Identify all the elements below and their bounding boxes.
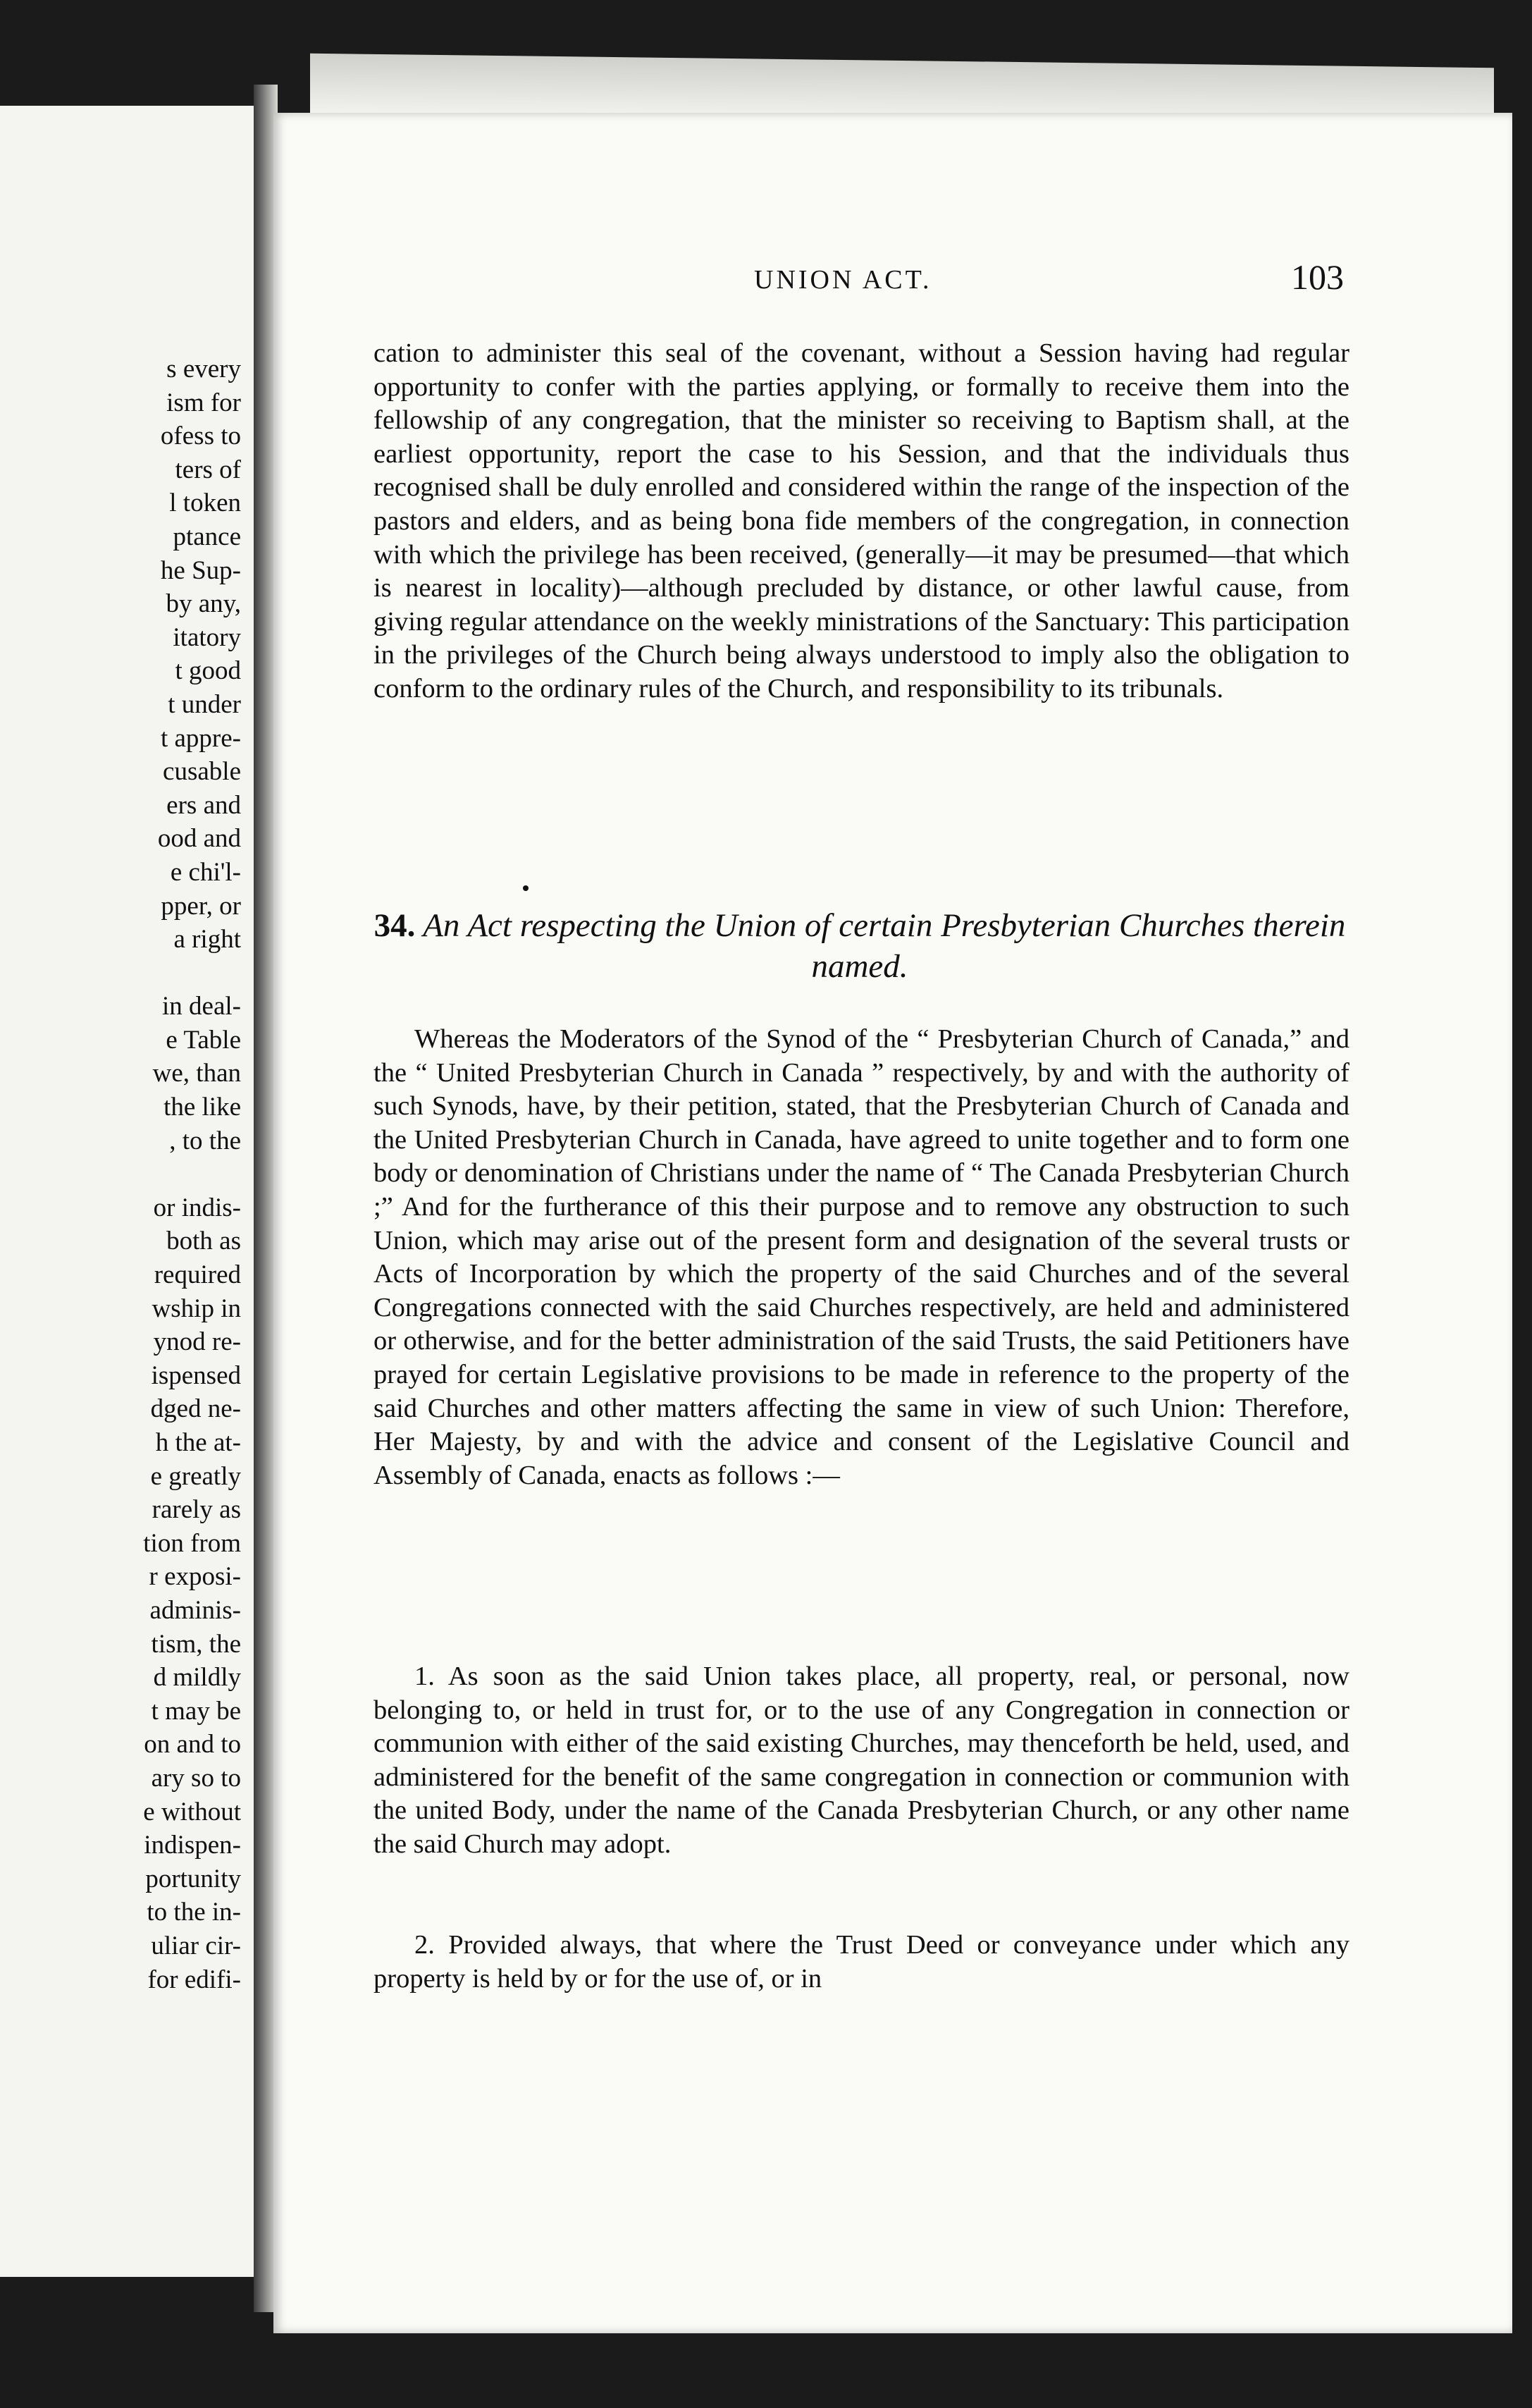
previous-page-line: required <box>154 1260 241 1290</box>
previous-page-line: e Table <box>166 1025 241 1055</box>
previous-page-line: dged ne- <box>150 1394 241 1424</box>
previous-page-line: r exposi- <box>149 1562 241 1592</box>
previous-page-line: wship in <box>152 1294 241 1323</box>
previous-page-line: pper, or <box>161 891 241 921</box>
previous-page-line: ofess to <box>160 422 241 451</box>
previous-page-line: for edifi- <box>147 1965 241 1994</box>
clause-1 <box>373 1660 1349 1862</box>
previous-page-line: tion from <box>143 1528 241 1558</box>
previous-page-line: ers and <box>166 790 241 820</box>
print-speck <box>523 885 529 891</box>
previous-page-line: a right <box>173 925 241 954</box>
previous-page-line: the like <box>163 1093 241 1122</box>
previous-page-line: d mildly <box>153 1663 241 1693</box>
page-number: 103 <box>1291 257 1344 297</box>
previous-page-line: on and to <box>144 1730 241 1759</box>
continued-paragraph <box>373 337 1349 706</box>
previous-page <box>0 106 256 2277</box>
section-heading <box>366 905 1353 987</box>
previous-page-line: , to the <box>169 1126 241 1155</box>
previous-page-line: t appre- <box>160 723 241 753</box>
clause-2 <box>373 1929 1349 1996</box>
previous-page-line: adminis- <box>149 1595 241 1625</box>
previous-page-line: ispensed <box>151 1360 241 1390</box>
previous-page-line: in deal- <box>162 992 241 1021</box>
previous-page-line: ary so to <box>151 1763 241 1793</box>
previous-page-line: t may be <box>151 1696 241 1726</box>
previous-page-line: or indis- <box>153 1193 241 1222</box>
previous-page-line: e chi'l- <box>170 857 241 887</box>
previous-page-line: to the in- <box>147 1898 241 1927</box>
clause-2-text: 2. Provided always, that where the Trust Deed or conveyance under which any property is held by or for the use of, or in <box>373 1930 1349 1994</box>
previous-page-line: rarely as <box>152 1495 241 1525</box>
previous-page-line: ters of <box>175 455 241 484</box>
section-number: 34. <box>373 907 416 944</box>
previous-page-line <box>1 957 241 990</box>
previous-page-line: indispen- <box>144 1831 241 1860</box>
previous-page-line: s every <box>166 355 241 383</box>
previous-page-line: cusable <box>163 757 241 787</box>
previous-page-line <box>1 1157 241 1191</box>
previous-page-line: l token <box>169 489 241 518</box>
previous-page-line: ood and <box>157 824 241 854</box>
preamble <box>373 1023 1349 1492</box>
previous-page-line: itatory <box>173 622 241 652</box>
paragraph-text: cation to administer this seal of the covenant, without a Session having had regular opportunity to confer with the parties applying, or formally to receive them into the fellowship of any congregation, that the minister so receiving to Baptism shall, at the earliest opportunity, report the case to his Session, and that the individuals thus recognised shall be duly enrolled and considered within the range of the inspection of the pastors and elders, and as being bona fide members of the congregation, in connection with which the privilege has been received, (generally—it may be presumed—that which is nearest in locality)—although precluded by distance, or other lawful cause, from giving regular attendance on the weekly ministrations of the Sanctuary: This participation in the privileges of the Church being always understood to imply also the obligation to conform to the ordinary rules of the Church, and responsibility to its tribunals. <box>373 338 1349 704</box>
previous-page-line: ptance <box>173 522 241 551</box>
previous-page-line: we, than <box>152 1059 241 1088</box>
previous-page-line: portunity <box>145 1864 241 1893</box>
previous-page-line: uliar cir- <box>151 1931 241 1960</box>
previous-page-line: t under <box>168 689 241 719</box>
previous-page-line: tism, the <box>151 1629 241 1659</box>
previous-page-line: by any, <box>166 589 241 619</box>
clause-1-text: 1. As soon as the said Union takes place, all property, real, or personal, now belonging to, or held in trust for, or to the use of any Congregation in connection or communion with either of the said existing Churches, may thenceforth be held, used, and administered for the benefit of the same congregation in connection or communion with the united Body, under the name of the Canada Presbyterian Church, or any other name the said Church may adopt. <box>373 1661 1349 1859</box>
section-title: An Act respecting the Union of certain Presbyterian Churches therein named. <box>423 907 1346 985</box>
previous-page-line: t good <box>175 656 241 686</box>
previous-page-line: both as <box>166 1227 241 1256</box>
previous-page-line: ynod re- <box>153 1327 241 1357</box>
previous-page-line: ism for <box>166 388 241 417</box>
running-head: UNION ACT. <box>754 265 932 295</box>
preamble-text: Whereas the Moderators of the Synod of the “ Presbyterian Church of Canada,” and the “ United Presbyterian Church in Canada ” respectively, by and with the authority of such Synods, have, by their petition, stated, that the Presbyterian Church of Canada and the United Presbyterian Church in Canada, have agreed to unite together and to form one body or denomination of Christians under the name of “ The Canada Presbyterian Church ;” And for the furtherance of this their purpose and to remove any obstruction to such Union, which may arise out of the present form and designation of the several trusts or Acts of Incorporation by which the property of the said Churches and of the several Congregations connected with the said Churches respectively, are held and administered or otherwise, and for the better administration of the said Trusts, the said Petitioners have prayed for certain Legislative provisions to be made in reference to the property of the said Churches and other matters affecting the same in view of such Union: Therefore, Her Majesty, by and with the advice and consent of the Legislative Council and Assembly of Canada, enacts as follows :— <box>373 1024 1349 1490</box>
previous-page-line: he Sup- <box>160 555 241 585</box>
previous-page-text <box>1 352 241 1996</box>
previous-page-line: e greatly <box>150 1461 241 1491</box>
previous-page-line: e without <box>143 1797 241 1826</box>
previous-page-line: h the at- <box>155 1428 241 1457</box>
